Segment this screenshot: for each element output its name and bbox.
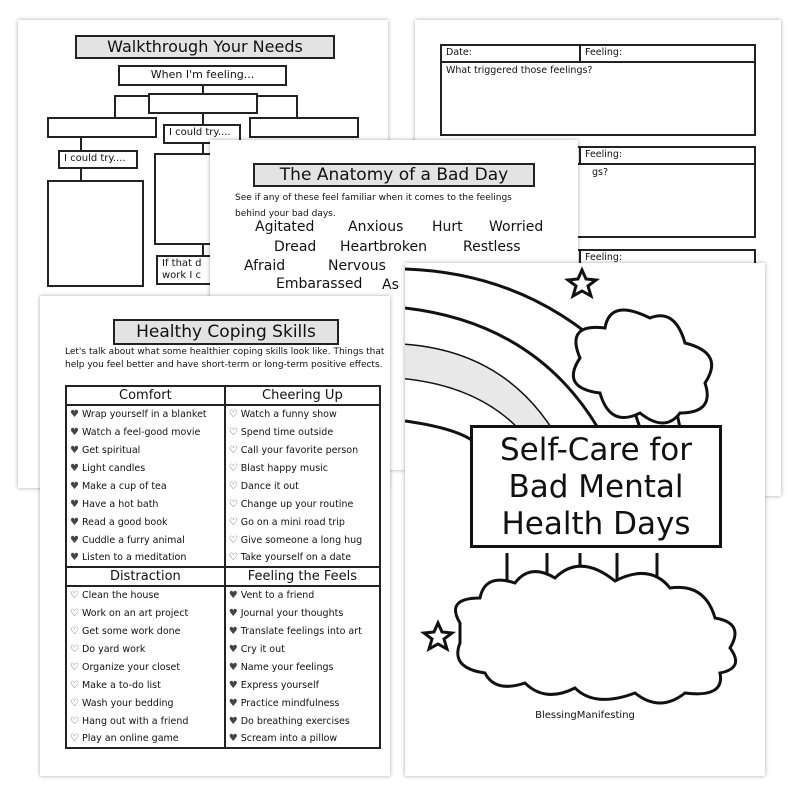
heart-filled-icon: ♥ <box>70 552 79 563</box>
coping-item-label: Listen to a meditation <box>81 552 187 563</box>
coping-item <box>66 730 225 748</box>
coping-item <box>66 712 225 730</box>
coping-item-label: Name your feelings <box>240 661 334 673</box>
heart-outline-icon: ♡ <box>70 607 79 619</box>
table-row <box>66 495 380 513</box>
anatomy-title: The Anatomy of a Bad Day <box>253 163 535 187</box>
date-label: Date: <box>442 46 581 61</box>
section-heading-row <box>66 386 380 405</box>
connector-line <box>114 95 116 117</box>
cover-title-line: Self-Care for <box>499 432 693 468</box>
heart-outline-icon: ♡ <box>70 625 79 637</box>
heart-outline-icon: ♡ <box>228 480 238 492</box>
coping-item-label: Dance it out <box>240 480 299 492</box>
feeling-word: Nervous <box>328 258 386 274</box>
coping-item <box>66 441 225 459</box>
heart-outline-icon: ♡ <box>70 733 79 744</box>
coping-item-label: Organize your closet <box>81 661 181 673</box>
connector-line <box>80 137 82 151</box>
table-row <box>66 423 380 441</box>
brand-name: BlessingManifesting <box>535 710 635 721</box>
feeling-word: Afraid <box>244 258 286 274</box>
coping-item-label: Blast happy music <box>240 462 329 474</box>
feeling-label: Feeling: <box>585 149 623 160</box>
trigger-question: What triggered those feelings? <box>446 65 593 76</box>
table-row <box>66 459 380 477</box>
coping-item-label: Watch a funny show <box>240 409 337 420</box>
coping-item <box>66 586 225 604</box>
coping-item-label: Get some work done <box>81 625 181 637</box>
coping-item <box>225 586 380 604</box>
coping-item-label: Give someone a long hug <box>240 534 363 546</box>
coping-item-label: Change up your routine <box>240 498 354 510</box>
table-row <box>66 513 380 531</box>
table-row <box>66 658 380 676</box>
coping-item-label: Call your favorite person <box>240 444 359 456</box>
section-heading-row <box>66 567 380 586</box>
heart-outline-icon: ♡ <box>70 643 79 655</box>
coping-item-label: Journal your thoughts <box>240 607 344 619</box>
coping-item-label: Take yourself on a date <box>240 552 352 563</box>
coping-item <box>66 640 225 658</box>
coping-item <box>66 658 225 676</box>
if-that-box <box>156 255 216 285</box>
heart-filled-icon: ♥ <box>228 697 238 709</box>
coping-item <box>225 477 380 495</box>
coping-item <box>66 694 225 712</box>
table-row <box>66 622 380 640</box>
coping-skills-page <box>40 296 390 776</box>
walkthrough-title: Walkthrough Your Needs <box>75 35 335 59</box>
coping-item-label: Get spiritual <box>81 444 141 456</box>
coping-item-label: Express yourself <box>240 679 319 691</box>
blank-box <box>148 93 258 114</box>
heart-filled-icon: ♥ <box>70 534 79 546</box>
heart-outline-icon: ♡ <box>228 409 238 420</box>
coping-item <box>66 531 225 549</box>
heart-filled-icon: ♥ <box>228 679 238 691</box>
heart-filled-icon: ♥ <box>70 480 79 492</box>
coping-item <box>66 676 225 694</box>
coping-item <box>225 441 380 459</box>
blank-box <box>47 180 144 287</box>
coping-item <box>225 658 380 676</box>
coping-item-label: Make a to-do list <box>81 679 161 691</box>
coping-item <box>225 513 380 531</box>
coping-item <box>225 622 380 640</box>
heart-filled-icon: ♥ <box>70 462 79 474</box>
table-row <box>66 405 380 423</box>
coping-skills-table <box>65 385 381 749</box>
heart-filled-icon: ♥ <box>228 733 238 744</box>
coping-item-label: Translate feelings into art <box>240 625 362 637</box>
feeling-word: Worried <box>489 219 544 235</box>
feeling-word: Heartbroken <box>340 239 427 255</box>
coping-item-label: Scream into a pillow <box>240 733 338 744</box>
feeling-word: As <box>382 277 399 293</box>
cover-title-line: Bad Mental <box>508 469 684 505</box>
cover-title-line: Health Days <box>501 506 691 542</box>
table-row <box>66 441 380 459</box>
coping-item-label: Make a cup of tea <box>81 480 167 492</box>
try-box: I could try.... <box>163 124 241 144</box>
table-row <box>66 730 380 748</box>
coping-item <box>225 604 380 622</box>
heart-outline-icon: ♡ <box>228 534 238 546</box>
blank-box <box>47 117 157 138</box>
table-row <box>66 712 380 730</box>
feeling-label: Feeling: <box>585 47 623 58</box>
coping-intro: Let's talk about what some healthier coping skills look like. Things that help you feel better and have short-term or long-term positive effects. <box>65 347 385 370</box>
coping-item <box>225 405 380 423</box>
heart-filled-icon: ♥ <box>228 715 238 727</box>
coping-item <box>225 640 380 658</box>
coping-item-label: Wash your bedding <box>81 697 174 709</box>
journal-entry <box>440 44 756 136</box>
coping-item-label: Watch a feel-good movie <box>81 426 201 438</box>
coping-title: Healthy Coping Skills <box>113 319 339 345</box>
table-row <box>66 586 380 604</box>
heart-outline-icon: ♡ <box>228 444 238 456</box>
cover-page <box>405 263 765 776</box>
heart-outline-icon: ♡ <box>228 498 238 510</box>
coping-item-label: Play an online game <box>81 733 179 744</box>
coping-item-label: Cuddle a furry animal <box>81 534 185 546</box>
heart-filled-icon: ♥ <box>70 516 79 528</box>
coping-item <box>66 549 225 567</box>
coping-item <box>66 495 225 513</box>
heart-filled-icon: ♥ <box>228 607 238 619</box>
when-feeling-box: When I'm feeling... <box>118 65 287 86</box>
heart-filled-icon: ♥ <box>70 426 79 438</box>
table-row <box>66 549 380 567</box>
heart-outline-icon: ♡ <box>228 552 238 563</box>
heart-outline-icon: ♡ <box>70 697 79 709</box>
coping-item-label: Do yard work <box>81 643 146 655</box>
coping-item <box>66 604 225 622</box>
heart-outline-icon: ♡ <box>228 426 238 438</box>
coping-item <box>66 513 225 531</box>
section-heading: Comfort <box>66 386 225 405</box>
coping-item <box>225 459 380 477</box>
heart-filled-icon: ♥ <box>70 444 79 456</box>
table-row <box>66 604 380 622</box>
coping-item <box>225 676 380 694</box>
table-row <box>66 694 380 712</box>
coping-item-label: Work on an art project <box>81 607 189 619</box>
table-row <box>66 477 380 495</box>
feeling-word: Hurt <box>432 219 463 235</box>
table-row <box>66 640 380 658</box>
coping-item-label: Hang out with a friend <box>81 715 189 727</box>
heart-outline-icon: ♡ <box>228 462 238 474</box>
feeling-word: Agitated <box>255 219 315 235</box>
table-row <box>66 531 380 549</box>
section-heading: Feeling the Feels <box>225 567 380 586</box>
coping-item <box>66 622 225 640</box>
coping-item-label: Have a hot bath <box>81 498 159 510</box>
coping-item-label: Cry it out <box>240 643 285 655</box>
feeling-word: Restless <box>463 239 521 255</box>
coping-item <box>66 405 225 423</box>
coping-item <box>225 549 380 567</box>
heart-filled-icon: ♥ <box>228 590 238 601</box>
table-row <box>66 676 380 694</box>
heart-filled-icon: ♥ <box>228 643 238 655</box>
if-that-text: work I c <box>162 270 202 281</box>
coping-item <box>66 459 225 477</box>
coping-item <box>225 531 380 549</box>
blank-box <box>249 117 359 138</box>
coping-item <box>225 730 380 748</box>
feeling-word: Dread <box>274 239 317 255</box>
heart-outline-icon: ♡ <box>70 715 79 727</box>
coping-item-label: Practice mindfulness <box>240 697 340 709</box>
coping-item-label: Vent to a friend <box>240 590 315 601</box>
coping-item-label: Wrap yourself in a blanket <box>81 409 207 420</box>
try-box: I could try.... <box>58 150 138 169</box>
feeling-word: Anxious <box>348 219 404 235</box>
section-heading: Cheering Up <box>225 386 380 405</box>
coping-item-label: Read a good book <box>81 516 168 528</box>
coping-item-label: Clean the house <box>81 590 160 601</box>
coping-item-label: Spend time outside <box>240 426 334 438</box>
coping-item-label: Go on a mini road trip <box>240 516 345 528</box>
feeling-label: Feeling: <box>585 252 623 263</box>
heart-outline-icon: ♡ <box>70 679 79 691</box>
feeling-word: Embarassed <box>276 276 363 292</box>
coping-item <box>225 495 380 513</box>
coping-item <box>225 712 380 730</box>
heart-filled-icon: ♥ <box>228 661 238 673</box>
cover-title-sign <box>470 425 722 548</box>
trigger-question: gs? <box>592 167 609 178</box>
coping-item-label: Light candles <box>81 462 146 474</box>
anatomy-description: See if any of these feel familiar when it comes to the feelings behind your bad days. <box>235 193 512 219</box>
coping-item <box>225 423 380 441</box>
heart-filled-icon: ♥ <box>70 409 79 420</box>
coping-item-label: Do breathing exercises <box>240 715 350 727</box>
coping-item <box>66 423 225 441</box>
heart-outline-icon: ♡ <box>70 590 79 601</box>
coping-item <box>225 694 380 712</box>
coping-item <box>66 477 225 495</box>
heart-filled-icon: ♥ <box>228 625 238 637</box>
heart-outline-icon: ♡ <box>228 516 238 528</box>
if-that-text: If that d <box>162 258 202 269</box>
heart-filled-icon: ♥ <box>70 498 79 510</box>
heart-outline-icon: ♡ <box>70 661 79 673</box>
connector-line <box>296 95 298 117</box>
section-heading: Distraction <box>66 567 225 586</box>
